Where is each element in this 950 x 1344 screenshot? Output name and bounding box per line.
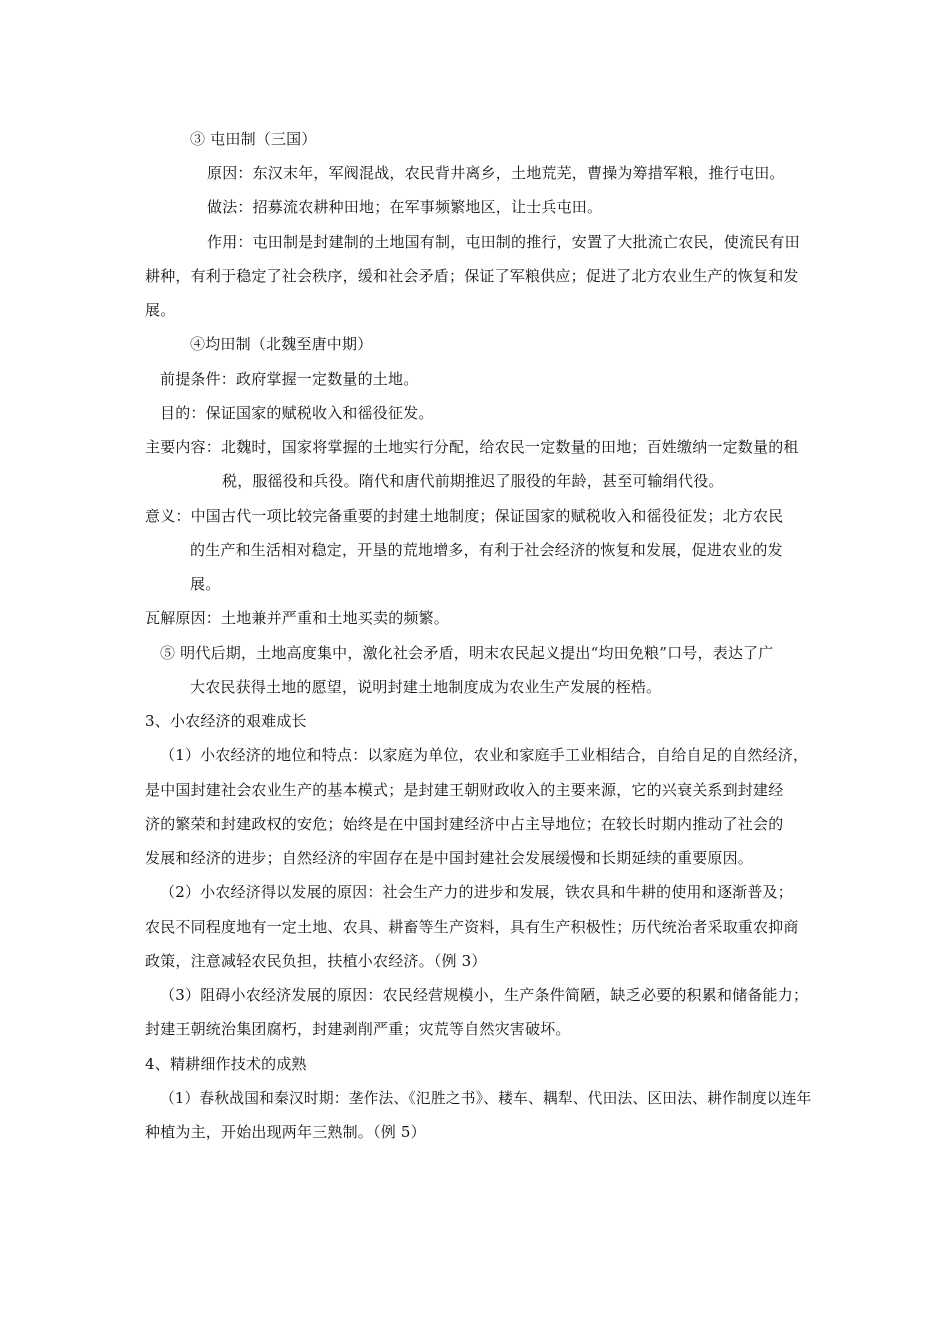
heading-intensive-farming: 4、精耕细作技术的成熟 — [145, 1055, 307, 1073]
peasant-status-line-3: 济的繁荣和封建政权的安危；始终是在中国封建经济中占主导地位；在较长时期内推动了社会的 — [145, 815, 784, 833]
tuntian-effect-line-2: 耕种，有利于稳定了社会秩序，缓和社会矛盾；保证了军粮供应；促进了北方农业生产的恢复和发 — [145, 267, 799, 285]
intensive-farming-line-1: （1）春秋战国和秦汉时期：垄作法、《氾胜之书》、耧车、耦犁、代田法、区田法、耕作制度以连年 — [160, 1089, 812, 1107]
peasant-obstacle-line-2: 封建王朝统治集团腐朽，封建剥削严重；灾荒等自然灾害破坏。 — [145, 1020, 571, 1038]
ming-land-line-1: ⑤ 明代后期，土地高度集中，激化社会矛盾，明末农民起义提出“均田免粮”口号，表达了广 — [160, 644, 774, 662]
intensive-farming-line-2: 种植为主，开始出现两年三熟制。（例 5） — [145, 1123, 426, 1141]
heading-juntian: ④均田制（北魏至唐中期） — [190, 335, 373, 353]
peasant-obstacle-line-1: （3）阻碍小农经济发展的原因：农民经营规模小，生产条件简陋，缺乏必要的积累和储备能力； — [160, 986, 809, 1004]
peasant-status-line-2: 是中国封建社会农业生产的基本模式；是封建王朝财政收入的主要来源，它的兴衰关系到封建经 — [145, 781, 784, 799]
tuntian-reason: 原因：东汉末年，军阀混战，农民背井离乡，土地荒芜，曹操为筹措军粮，推行屯田。 — [207, 164, 785, 182]
juntian-significance-line-1: 意义：中国古代一项比较完备重要的封建土地制度；保证国家的赋税收入和徭役征发；北方农民 — [145, 507, 784, 525]
peasant-status-line-1: （1）小农经济的地位和特点：以家庭为单位，农业和家庭手工业相结合，自给自足的自然经济， — [160, 746, 809, 764]
tuntian-effect-line-3: 展。 — [145, 301, 176, 319]
peasant-development-line-1: （2）小农经济得以发展的原因：社会生产力的进步和发展，铁农具和牛耕的使用和逐渐普及； — [160, 883, 793, 901]
juntian-significance-line-3: 展。 — [190, 575, 221, 593]
ming-land-line-2: 大农民获得土地的愿望，说明封建土地制度成为农业生产发展的桎梏。 — [190, 678, 662, 696]
tuntian-method: 做法：招募流农耕种田地；在军事频繁地区，让士兵屯田。 — [207, 198, 603, 216]
juntian-content-line-1: 主要内容：北魏时，国家将掌握的土地实行分配，给农民一定数量的田地；百姓缴纳一定数量的租 — [145, 438, 799, 456]
juntian-precondition: 前提条件：政府掌握一定数量的土地。 — [160, 370, 419, 388]
heading-tuntian: ③ 屯田制（三国） — [190, 130, 317, 148]
peasant-status-line-4: 发展和经济的进步；自然经济的牢固存在是中国封建社会发展缓慢和长期延续的重要原因。 — [145, 849, 754, 867]
juntian-significance-line-2: 的生产和生活相对稳定，开垦的荒地增多，有利于社会经济的恢复和发展，促进农业的发 — [190, 541, 783, 559]
peasant-development-line-2: 农民不同程度地有一定土地、农具、耕畜等生产资料，具有生产积极性；历代统治者采取重农抑商 — [145, 918, 799, 936]
juntian-content-line-2: 税，服徭役和兵役。隋代和唐代前期推迟了服役的年龄，甚至可输绢代役。 — [222, 472, 724, 490]
peasant-development-line-3: 政策，注意减轻农民负担，扶植小农经济。（例 3） — [145, 952, 487, 970]
heading-small-peasant-economy: 3、小农经济的艰难成长 — [145, 712, 307, 730]
juntian-purpose: 目的：保证国家的赋税收入和徭役征发。 — [160, 404, 434, 422]
juntian-collapse-reason: 瓦解原因：土地兼并严重和土地买卖的频繁。 — [145, 609, 450, 627]
tuntian-effect-line-1: 作用：屯田制是封建制的土地国有制，屯田制的推行，安置了大批流亡农民，使流民有田 — [207, 233, 800, 251]
